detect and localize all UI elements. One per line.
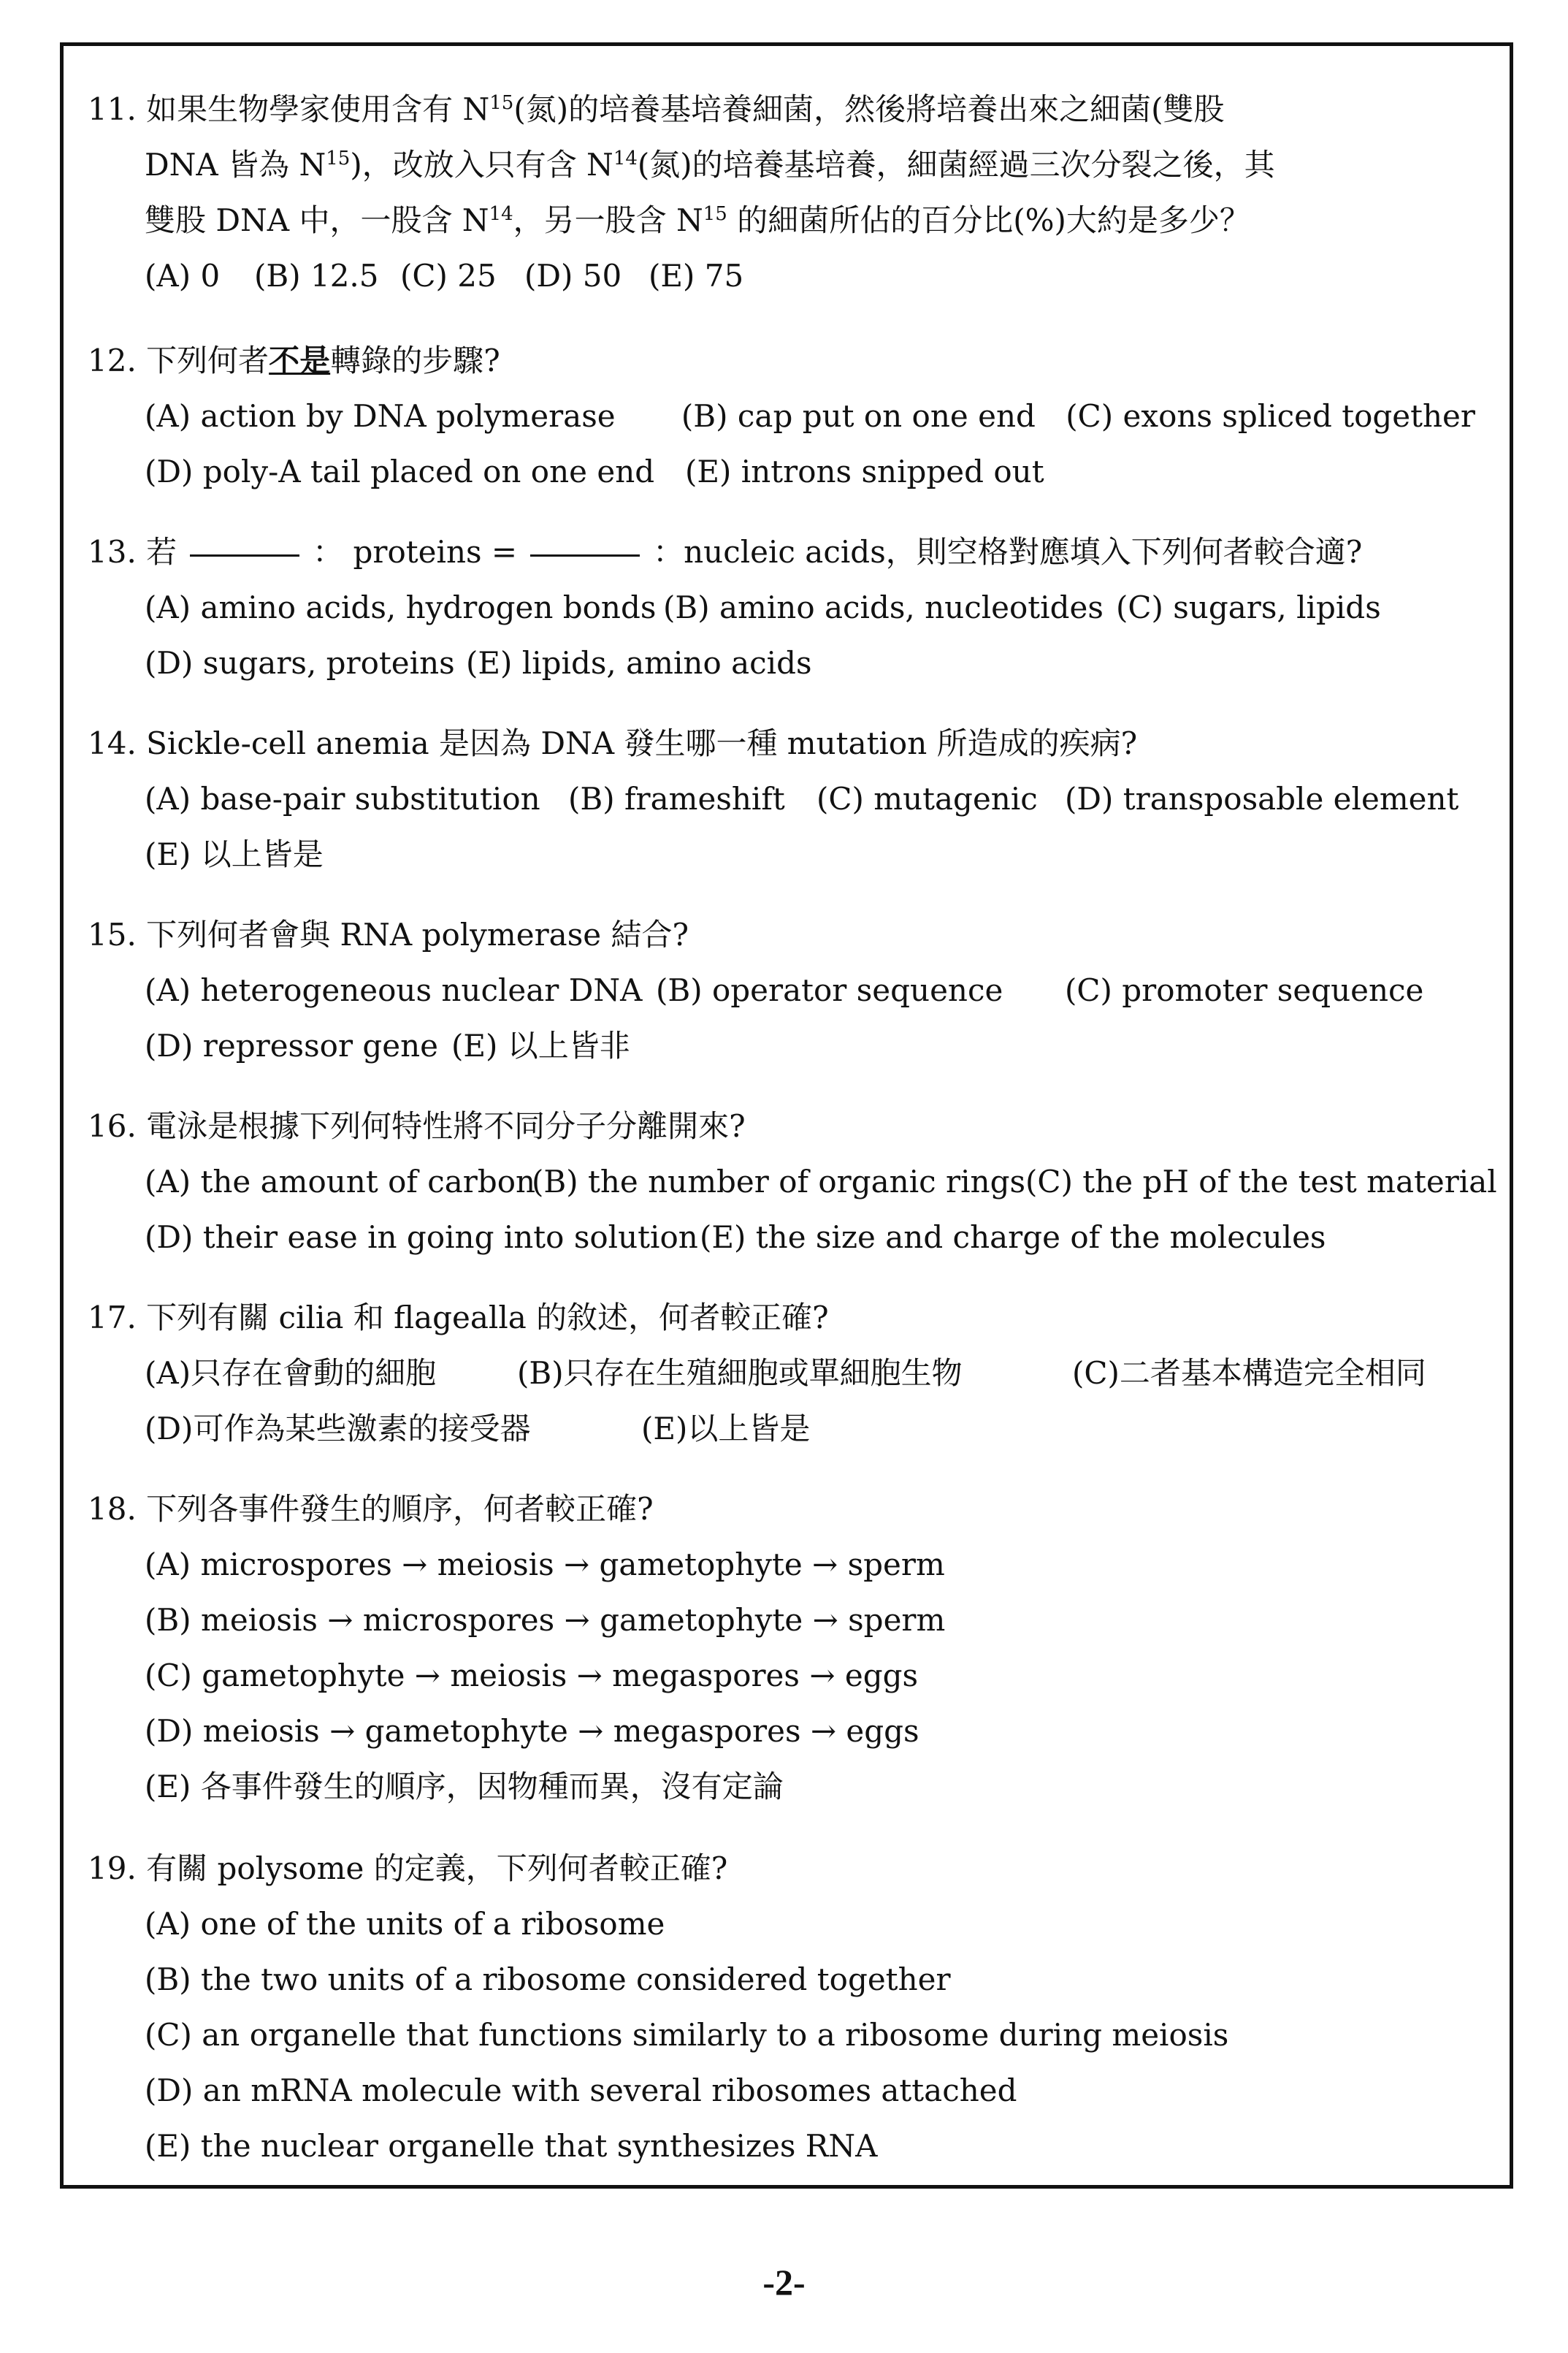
text: )，改放入只有含 N bbox=[350, 147, 613, 183]
question-12-options-row-1 bbox=[88, 389, 1475, 444]
text: (氮)的培養基培養，細菌經過三次分裂之後，其 bbox=[637, 147, 1275, 183]
option-e: (E) 各事件發生的順序，因物種而異，沒有定論 bbox=[145, 1769, 784, 1804]
question-number: 17. bbox=[88, 1300, 137, 1335]
question-18-stem bbox=[88, 1481, 1475, 1537]
question-17-options-row-2 bbox=[88, 1401, 1475, 1457]
text: 電泳是根據下列何特性將不同分子分離開來? bbox=[146, 1108, 746, 1144]
question-16 bbox=[88, 1099, 1497, 1265]
question-14-options-row-1 bbox=[88, 771, 1475, 827]
text: (氮)的培養基培養細菌，然後將培養出來之細菌(雙股 bbox=[513, 91, 1225, 127]
text: 的細菌所佔的百分比(%)大約是多少？ bbox=[727, 202, 1250, 238]
option-a: (A) base-pair substitution bbox=[145, 781, 540, 817]
question-13-options-row-1 bbox=[88, 580, 1475, 636]
question-number: 16. bbox=[88, 1108, 137, 1144]
superscript: 15 bbox=[489, 92, 514, 114]
question-19-stem bbox=[88, 1841, 1475, 1896]
option-d: (D) meiosis → gametophyte → megaspores → eggs bbox=[145, 1713, 919, 1749]
option-d: (D) 50 bbox=[524, 258, 622, 294]
option-c: (C) the pH of the test material bbox=[1025, 1164, 1497, 1200]
question-13-stem bbox=[88, 525, 1475, 580]
option-b: (B) the number of organic rings bbox=[532, 1164, 1026, 1200]
option-c: (C) sugars, lipids bbox=[1116, 590, 1381, 625]
text: 下列各事件發生的順序，何者較正確? bbox=[146, 1491, 654, 1527]
superscript: 14 bbox=[613, 148, 638, 169]
option-b: (B) 12.5 bbox=[254, 258, 379, 294]
text: 下列何者 bbox=[146, 343, 269, 378]
option-d: (D) repressor gene bbox=[145, 1028, 439, 1064]
option-e: (E) the size and charge of the molecules bbox=[700, 1219, 1326, 1255]
option-e: (E) 以上皆非 bbox=[451, 1028, 630, 1064]
option-e: (E) introns snipped out bbox=[685, 454, 1044, 489]
question-12 bbox=[88, 333, 1475, 500]
option-c: (C) mutagenic bbox=[816, 781, 1038, 817]
question-17-stem bbox=[88, 1290, 1475, 1346]
text: ：nucleic acids，則空格對應填入下列何者較合適? bbox=[653, 534, 1363, 570]
emphasis-text: 不是 bbox=[269, 343, 331, 378]
question-12-stem bbox=[88, 333, 1475, 389]
blank-2 bbox=[530, 554, 640, 557]
option-d: (D) sugars, proteins bbox=[145, 645, 455, 681]
question-11 bbox=[88, 82, 1475, 304]
option-a: (A)只存在會動的細胞 bbox=[145, 1355, 437, 1391]
question-number: 19. bbox=[88, 1850, 137, 1886]
text: 下列何者會與 RNA polymerase 結合? bbox=[146, 917, 689, 953]
option-d: (D) transposable element bbox=[1065, 781, 1459, 817]
option-d: (D) their ease in going into solution bbox=[145, 1219, 698, 1255]
page-number: -2- bbox=[762, 2262, 806, 2303]
option-a: (A) one of the units of a ribosome bbox=[145, 1906, 665, 1942]
question-15 bbox=[88, 907, 1475, 1074]
option-b: (B) amino acids, nucleotides bbox=[663, 590, 1104, 625]
option-b: (B) the two units of a ribosome considered together bbox=[145, 1961, 951, 1997]
option-c: (C)二者基本構造完全相同 bbox=[1072, 1355, 1426, 1391]
option-a: (A) action by DNA polymerase bbox=[145, 398, 616, 434]
option-e: (E) the nuclear organelle that synthesizes RNA bbox=[145, 2128, 878, 2164]
option-c: (C) exons spliced together bbox=[1066, 398, 1475, 434]
question-18 bbox=[88, 1481, 1475, 1815]
question-12-options-row-2 bbox=[88, 444, 1475, 500]
option-e: (E)以上皆是 bbox=[641, 1411, 811, 1446]
question-number: 15. bbox=[88, 917, 137, 953]
text: 下列有關 cilia 和 flagealla 的敘述，何者較正確? bbox=[146, 1300, 829, 1335]
question-15-stem bbox=[88, 907, 1475, 963]
option-d: (D) poly-A tail placed on one end bbox=[145, 454, 655, 489]
superscript: 15 bbox=[703, 203, 727, 225]
text: DNA 皆為 N bbox=[145, 147, 326, 183]
question-number: 12. bbox=[88, 343, 137, 378]
question-14-stem bbox=[88, 716, 1475, 771]
option-a: (A) heterogeneous nuclear DNA bbox=[145, 972, 643, 1008]
question-number: 18. bbox=[88, 1491, 137, 1527]
option-a: (A) microspores → meiosis → gametophyte → sperm bbox=[145, 1547, 945, 1582]
question-11-line-2 bbox=[88, 137, 1475, 193]
option-c: (C) 25 bbox=[400, 258, 497, 294]
option-d: (D) an mRNA molecule with several ribosomes attached bbox=[145, 2072, 1017, 2108]
text: Sickle-cell anemia 是因為 DNA 發生哪一種 mutation 所造成的疾病? bbox=[146, 725, 1138, 761]
question-16-options-row-2 bbox=[88, 1210, 1475, 1265]
question-11-line-1 bbox=[88, 82, 1475, 137]
option-c: (C) promoter sequence bbox=[1065, 972, 1424, 1008]
superscript: 14 bbox=[489, 203, 513, 225]
text: 有關 polysome 的定義，下列何者較正確? bbox=[146, 1850, 728, 1886]
option-e: (E) lipids, amino acids bbox=[466, 645, 812, 681]
question-17 bbox=[88, 1290, 1475, 1457]
blank-1 bbox=[190, 554, 299, 557]
option-a: (A) the amount of carbon bbox=[145, 1164, 536, 1200]
question-13-options-row-2 bbox=[88, 636, 1475, 691]
option-b: (B)只存在生殖細胞或單細胞生物 bbox=[517, 1355, 963, 1391]
question-16-stem bbox=[88, 1099, 1475, 1154]
option-b: (B) operator sequence bbox=[656, 972, 1003, 1008]
option-e: (E) 以上皆是 bbox=[145, 836, 324, 872]
option-e: (E) 75 bbox=[649, 258, 744, 294]
question-14 bbox=[88, 716, 1475, 882]
text: 轉錄的步驟? bbox=[330, 343, 500, 378]
question-16-options-row-1 bbox=[88, 1154, 1497, 1210]
option-a: (A) 0 bbox=[145, 258, 221, 294]
text: 雙股 DNA 中，一股含 N bbox=[145, 202, 489, 238]
option-b: (B) meiosis → microspores → gametophyte → sperm bbox=[145, 1602, 946, 1638]
question-11-line-3 bbox=[88, 193, 1475, 248]
option-a: (A) amino acids, hydrogen bonds bbox=[145, 590, 657, 625]
text: 如果生物學家使用含有 N bbox=[146, 91, 490, 127]
option-b: (B) cap put on one end bbox=[681, 398, 1036, 434]
text: 若 bbox=[146, 534, 177, 570]
question-17-options-row-1 bbox=[88, 1346, 1475, 1401]
question-11-options bbox=[88, 248, 1475, 304]
option-b: (B) frameshift bbox=[568, 781, 785, 817]
question-15-options-row-2 bbox=[88, 1018, 1475, 1074]
option-d: (D)可作為某些激素的接受器 bbox=[145, 1411, 531, 1446]
question-number: 14. bbox=[88, 725, 137, 761]
option-c: (C) gametophyte → meiosis → megaspores → eggs bbox=[145, 1658, 919, 1693]
question-13 bbox=[88, 525, 1475, 691]
superscript: 15 bbox=[326, 148, 351, 169]
question-19 bbox=[88, 1841, 1475, 2174]
option-c: (C) an organelle that functions similarly to a ribosome during meiosis bbox=[145, 2017, 1229, 2053]
question-number: 13. bbox=[88, 534, 137, 570]
text: ，另一股含 N bbox=[513, 202, 703, 238]
question-15-options-row-1 bbox=[88, 963, 1475, 1018]
question-number: 11. bbox=[88, 91, 137, 127]
text: ： proteins = bbox=[313, 534, 518, 570]
